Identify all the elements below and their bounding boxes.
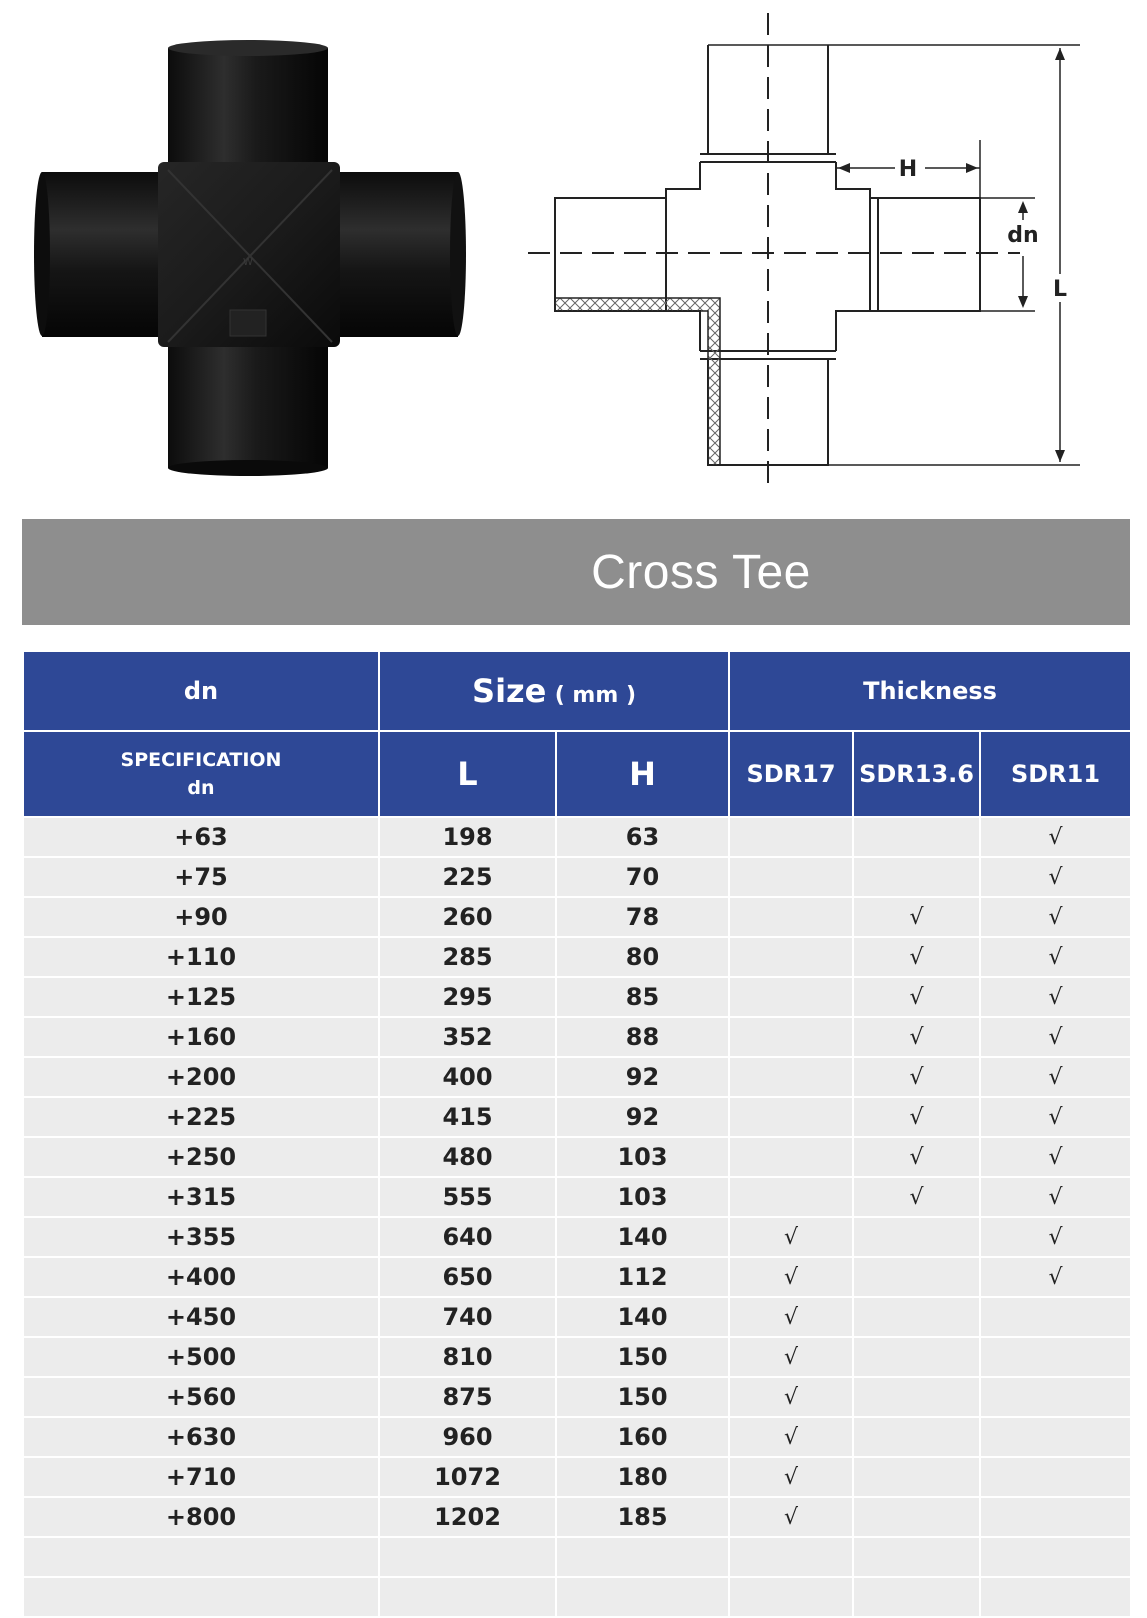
cell-sdr11: √	[980, 1257, 1131, 1297]
table-row	[23, 1057, 1131, 1097]
page-title: Cross Tee	[591, 545, 811, 599]
cell-sdr11: √	[980, 1217, 1131, 1257]
cell-sdr17: √	[729, 1457, 853, 1497]
cell-H: 92	[556, 1057, 729, 1097]
cell-sdr17	[729, 1177, 853, 1217]
cell-L: 740	[379, 1297, 556, 1337]
table-row	[23, 1137, 1131, 1177]
cell-sdr17	[729, 857, 853, 897]
cell-L: 225	[379, 857, 556, 897]
cell-sdr11: √	[980, 857, 1131, 897]
cell-H: 150	[556, 1377, 729, 1417]
cell-L: 960	[379, 1417, 556, 1457]
cell-dn: +710	[23, 1457, 379, 1497]
cell-sdr17	[729, 1017, 853, 1057]
cell-sdr17: √	[729, 1497, 853, 1537]
empty-cell	[556, 1537, 729, 1577]
cell-dn: +500	[23, 1337, 379, 1377]
title-banner	[22, 519, 1130, 625]
cell-sdr11: √	[980, 1017, 1131, 1057]
cell-sdr11	[980, 1457, 1131, 1497]
subheader-spec-line2: dn	[187, 777, 215, 799]
table-row	[23, 1377, 1131, 1417]
cell-H: 103	[556, 1137, 729, 1177]
cell-sdr17	[729, 937, 853, 977]
cell-L: 285	[379, 937, 556, 977]
dim-h-label: H	[898, 157, 918, 182]
cell-L: 352	[379, 1017, 556, 1057]
subheader-spec-line1: SPECIFICATION	[120, 749, 282, 771]
cell-H: 85	[556, 977, 729, 1017]
empty-cell	[853, 1537, 980, 1577]
cell-L: 295	[379, 977, 556, 1017]
cell-dn: +110	[23, 937, 379, 977]
cell-sdr17: √	[729, 1417, 853, 1457]
cell-H: 160	[556, 1417, 729, 1457]
table-row	[23, 897, 1131, 937]
empty-cell	[556, 1577, 729, 1617]
cell-H: 88	[556, 1017, 729, 1057]
cell-sdr17: √	[729, 1337, 853, 1377]
cell-sdr11	[980, 1337, 1131, 1377]
subheader-l: L	[379, 731, 556, 817]
subheader-sdr17: SDR17	[729, 731, 853, 817]
cell-L: 555	[379, 1177, 556, 1217]
cell-sdr17	[729, 897, 853, 937]
cell-sdr11: √	[980, 1097, 1131, 1137]
cell-sdr136	[853, 857, 980, 897]
cell-H: 70	[556, 857, 729, 897]
header-thickness: Thickness	[729, 651, 1131, 731]
cell-sdr17	[729, 1137, 853, 1177]
cell-sdr11	[980, 1297, 1131, 1337]
cell-H: 80	[556, 937, 729, 977]
header-size-unit: ( mm )	[554, 683, 636, 708]
empty-cell	[980, 1577, 1131, 1617]
table-row	[23, 1497, 1131, 1537]
svg-text:W: W	[243, 257, 253, 268]
cell-sdr11	[980, 1497, 1131, 1537]
cell-sdr17	[729, 1097, 853, 1137]
cell-L: 810	[379, 1337, 556, 1377]
subheader-sdr136: SDR13.6	[853, 731, 980, 817]
table-row	[23, 977, 1131, 1017]
table-row	[23, 1297, 1131, 1337]
empty-row	[23, 1577, 1131, 1617]
cell-L: 400	[379, 1057, 556, 1097]
cell-H: 140	[556, 1297, 729, 1337]
cell-sdr17	[729, 817, 853, 857]
cell-L: 415	[379, 1097, 556, 1137]
cell-sdr136: √	[853, 1177, 980, 1217]
cell-H: 78	[556, 897, 729, 937]
cell-dn: +450	[23, 1297, 379, 1337]
cell-dn: +160	[23, 1017, 379, 1057]
cell-sdr136	[853, 1497, 980, 1537]
cell-dn: +250	[23, 1137, 379, 1177]
cell-sdr11	[980, 1377, 1131, 1417]
cell-L: 1072	[379, 1457, 556, 1497]
cell-sdr11: √	[980, 937, 1131, 977]
cell-sdr136: √	[853, 1137, 980, 1177]
cell-sdr11	[980, 1417, 1131, 1457]
cell-H: 185	[556, 1497, 729, 1537]
cell-H: 180	[556, 1457, 729, 1497]
cell-H: 150	[556, 1337, 729, 1377]
cell-sdr11: √	[980, 817, 1131, 857]
cell-sdr11: √	[980, 977, 1131, 1017]
cell-dn: +63	[23, 817, 379, 857]
cell-sdr136: √	[853, 1057, 980, 1097]
cell-sdr136: √	[853, 977, 980, 1017]
empty-cell	[853, 1577, 980, 1617]
cell-dn: +400	[23, 1257, 379, 1297]
cell-L: 480	[379, 1137, 556, 1177]
table-row	[23, 937, 1131, 977]
empty-row	[23, 1537, 1131, 1577]
empty-cell	[23, 1537, 379, 1577]
cell-sdr17: √	[729, 1377, 853, 1417]
table-row	[23, 1417, 1131, 1457]
header-dn: dn	[23, 651, 379, 731]
table-row	[23, 1177, 1131, 1217]
cell-sdr11: √	[980, 897, 1131, 937]
cell-sdr17: √	[729, 1297, 853, 1337]
product-photo	[20, 20, 500, 490]
subheader-sdr11: SDR11	[980, 731, 1131, 817]
table-row	[23, 1337, 1131, 1377]
cell-dn: +90	[23, 897, 379, 937]
cell-sdr136	[853, 1417, 980, 1457]
cell-sdr17: √	[729, 1257, 853, 1297]
cell-L: 640	[379, 1217, 556, 1257]
empty-cell	[379, 1577, 556, 1617]
cell-L: 260	[379, 897, 556, 937]
cell-H: 92	[556, 1097, 729, 1137]
subheader-spec	[23, 731, 379, 817]
empty-cell	[23, 1577, 379, 1617]
empty-cell	[379, 1537, 556, 1577]
cell-dn: +75	[23, 857, 379, 897]
cell-dn: +355	[23, 1217, 379, 1257]
cell-dn: +560	[23, 1377, 379, 1417]
cell-sdr17	[729, 977, 853, 1017]
cell-sdr136	[853, 1457, 980, 1497]
cell-H: 103	[556, 1177, 729, 1217]
technical-drawing	[520, 8, 1130, 498]
empty-cell	[980, 1537, 1131, 1577]
table-row	[23, 1257, 1131, 1297]
spec-table	[22, 650, 1132, 1618]
table-body	[23, 817, 1131, 1617]
cell-sdr11: √	[980, 1177, 1131, 1217]
table-row	[23, 1217, 1131, 1257]
cell-sdr136: √	[853, 937, 980, 977]
cell-sdr136	[853, 1337, 980, 1377]
cell-sdr136	[853, 817, 980, 857]
dim-l-label: L	[1052, 277, 1068, 302]
cell-sdr17	[729, 1057, 853, 1097]
cell-H: 63	[556, 817, 729, 857]
cell-L: 1202	[379, 1497, 556, 1537]
cell-sdr136	[853, 1297, 980, 1337]
header-size	[379, 651, 729, 731]
cell-L: 650	[379, 1257, 556, 1297]
table-row	[23, 1097, 1131, 1137]
cell-dn: +800	[23, 1497, 379, 1537]
header-size-label: Size	[472, 672, 547, 710]
cell-sdr11: √	[980, 1137, 1131, 1177]
cell-H: 112	[556, 1257, 729, 1297]
empty-cell	[729, 1577, 853, 1617]
cell-dn: +630	[23, 1417, 379, 1457]
cell-sdr136	[853, 1257, 980, 1297]
cell-dn: +315	[23, 1177, 379, 1217]
cell-sdr136: √	[853, 1097, 980, 1137]
cell-sdr136: √	[853, 897, 980, 937]
dim-dn-label: dn	[1007, 223, 1039, 248]
cell-L: 198	[379, 817, 556, 857]
cell-sdr136: √	[853, 1017, 980, 1057]
cell-dn: +225	[23, 1097, 379, 1137]
table-row	[23, 1457, 1131, 1497]
subheader-h: H	[556, 731, 729, 817]
table-row	[23, 1017, 1131, 1057]
cell-dn: +200	[23, 1057, 379, 1097]
cell-sdr17: √	[729, 1217, 853, 1257]
cell-sdr136	[853, 1217, 980, 1257]
cell-H: 140	[556, 1217, 729, 1257]
empty-cell	[729, 1537, 853, 1577]
cell-sdr136	[853, 1377, 980, 1417]
table-row	[23, 817, 1131, 857]
cell-L: 875	[379, 1377, 556, 1417]
cell-sdr11: √	[980, 1057, 1131, 1097]
cell-dn: +125	[23, 977, 379, 1017]
table-row	[23, 857, 1131, 897]
